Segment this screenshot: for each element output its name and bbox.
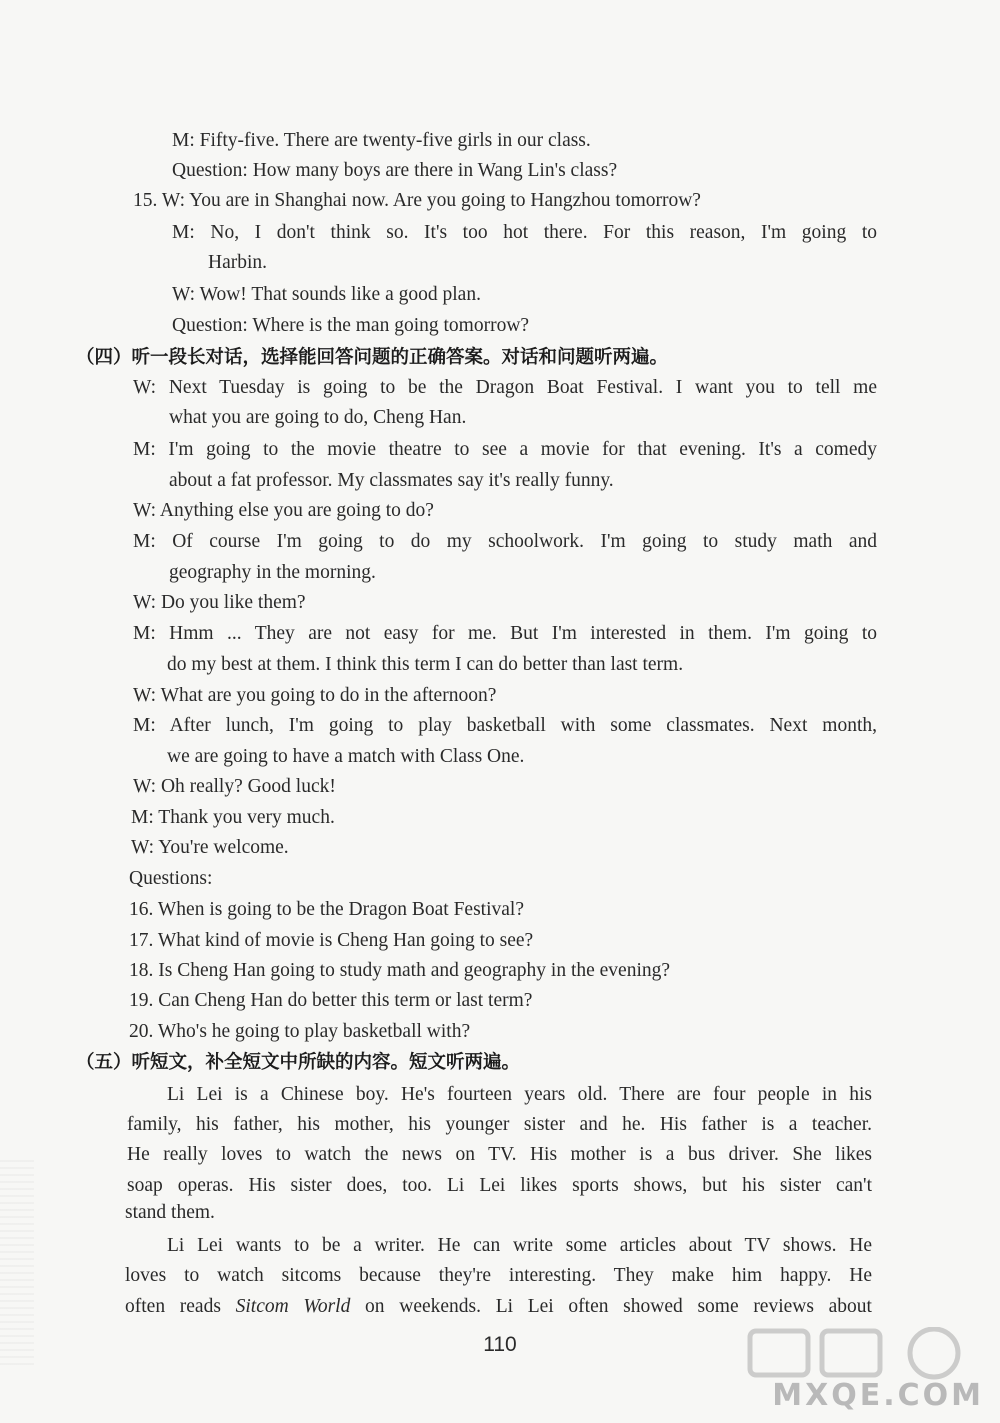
dialogue-line: M: I'm going to the movie theatre to see a movie for that evening. It's a comedy [133,439,877,460]
passage-text: on weekends. Li Lei often showed some reviews about [350,1296,872,1317]
question-line: Question: Where is the man going tomorrow? [172,315,530,336]
passage-line [125,1294,872,1320]
dialogue-line: W: Oh really? Good luck! [133,776,336,797]
dialogue-line: Harbin. [208,252,268,273]
question-item: 16. When is going to be the Dragon Boat Festival? [129,899,524,920]
dialogue-line: we are going to have a match with Class One. [167,746,525,767]
passage-line: Li Lei is a Chinese boy. He's fourteen years old. There are four people in his [167,1084,872,1105]
question-item: 17. What kind of movie is Cheng Han going to see? [129,930,534,951]
questions-label: Questions: [129,868,213,889]
passage-line: soap operas. His sister does, too. Li Lei likes sports shows, but his sister can't [127,1175,872,1196]
magazine-title: Sitcom World [235,1296,351,1317]
dialogue-line: do my best at them. I think this term I can do better than last term. [167,654,684,675]
passage-line: Li Lei wants to be a writer. He can write some articles about TV shows. He [167,1235,872,1256]
question-item: 19. Can Cheng Han do better this term or last term? [129,990,533,1011]
question-item: 18. Is Cheng Han going to study math and geography in the evening? [129,960,671,981]
dialogue-line: W: Next Tuesday is going to be the Dragon Boat Festival. I want you to tell me [133,377,877,398]
dialogue-line: W: What are you going to do in the afternoon? [133,685,497,706]
dialogue-line: M: Hmm ... They are not easy for me. But I'm interested in them. I'm going to [133,623,877,644]
dialogue-line: 15. W: You are in Shanghai now. Are you going to Hangzhou tomorrow? [133,190,701,211]
dialogue-line: W: Wow! That sounds like a good plan. [172,284,481,305]
dialogue-line: what you are going to do, Cheng Han. [169,407,467,428]
watermark-text: MXQE.COM [772,1378,984,1413]
passage-line: He really loves to watch the news on TV. His mother is a bus driver. She likes [127,1144,872,1165]
scan-edge-noise [0,1160,34,1370]
dialogue-line: M: Thank you very much. [131,807,335,828]
section-4-heading: （四）听一段长对话，选择能回答问题的正确答案。对话和问题听两遍。 [76,347,669,368]
dialogue-line: about a fat professor. My classmates say it's really funny. [169,470,614,491]
dialogue-line: W: Anything else you are going to do? [133,500,434,521]
passage-line: loves to watch sitcoms because they're interesting. They make him happy. He [125,1265,872,1286]
section-5-heading: （五）听短文，补全短文中所缺的内容。短文听两遍。 [76,1052,521,1073]
dialogue-line: M: Of course I'm going to do my schoolwork. I'm going to study math and [133,531,877,552]
passage-line: stand them. [125,1202,215,1223]
dialogue-line: M: Fifty-five. There are twenty-five girls in our class. [172,130,591,151]
question-line: Question: How many boys are there in Wang Lin's class? [172,160,618,181]
dialogue-line: M: After lunch, I'm going to play basketball with some classmates. Next month, [133,715,877,736]
passage-line: family, his father, his mother, his younger sister and he. His father is a teacher. [127,1114,872,1135]
dialogue-line: geography in the morning. [169,562,376,583]
dialogue-line: W: You're welcome. [131,837,289,858]
dialogue-line: M: No, I don't think so. It's too hot there. For this reason, I'm going to [172,222,877,243]
page-number: 110 [483,1333,517,1356]
passage-text: often reads [125,1296,236,1317]
question-item: 20. Who's he going to play basketball with? [129,1021,471,1042]
dialogue-line: W: Do you like them? [133,592,306,613]
